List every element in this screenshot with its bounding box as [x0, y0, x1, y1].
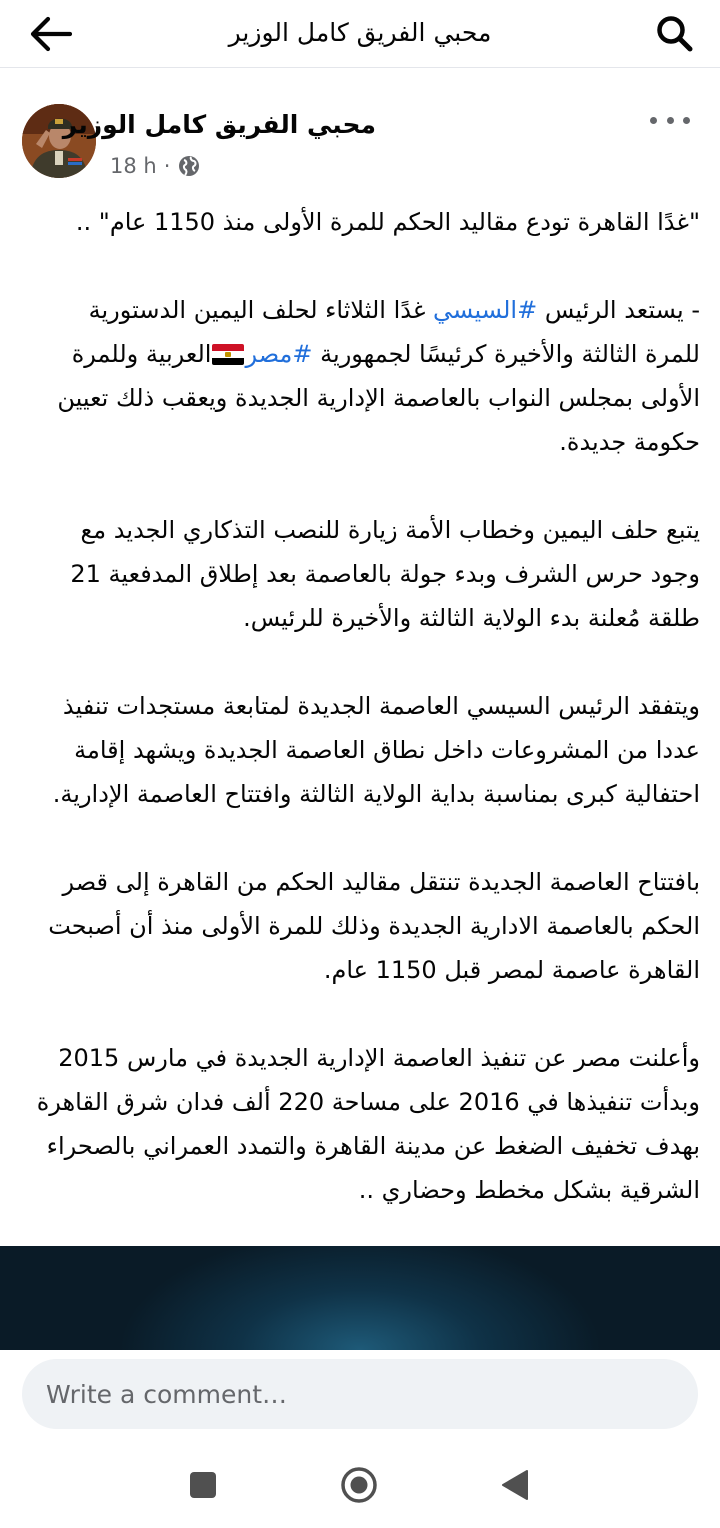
separator-dot: · [163, 154, 171, 178]
more-dot [683, 117, 690, 124]
post-paragraph: بافتتاح العاصمة الجديدة تنتقل مقاليد الحكم من القاهرة إلى قصر الحكم بالعاصمة الادارية الجديدة وذلك للمرة الأولى منذ أن أصبحت القاهرة عاصمة لمصر قبل 1150 عام. [48, 868, 700, 984]
text-segment: غدًا الثلاثاء لحلف اليمين الدستورية للمرة الثالثة والأخيرة كرئيسًا لجمهورية [88, 296, 700, 368]
post-paragraph: ويتفقد الرئيس السيسي العاصمة الجديدة لمتابعة مستجدات تنفيذ عددا من المشروعات داخل نطاق العاصمة الجديدة ويشهد إقامة احتفالية كبرى بمناسبة بداية الولاية الثالثة وافتتاح العاصمة الإدارية. [52, 692, 700, 808]
post-meta [110, 152, 200, 180]
home-button[interactable] [329, 1460, 389, 1510]
text-segment: - يستعد الرئيس [537, 296, 700, 324]
post-paragraph: وأعلنت مصر عن تنفيذ العاصمة الإدارية الجديدة في مارس 2015 وبدأت تنفيذها في 2016 على مساحة 220 ألف فدان شرق القاهرة بهدف تخفيف الضغط عن مدينة القاهرة والتمدد العمراني بالصحراء الشرقية بشكل مخطط وحضاري .. [36, 1044, 700, 1204]
triangle-back-icon [501, 1469, 529, 1501]
hashtag-link[interactable]: #مصر [245, 340, 313, 368]
recents-button[interactable] [173, 1460, 233, 1510]
hashtag-link[interactable]: #السيسي [433, 296, 538, 324]
arrow-left-icon [28, 16, 72, 52]
post-paragraph [34, 288, 700, 464]
top-bar [0, 0, 720, 68]
square-icon [189, 1471, 217, 1499]
text-segment: العربية وللمرة الأولى بمجلس النواب بالعاصمة الإدارية الجديدة ويعقب ذلك تعيين حكومة جديدة. [57, 340, 700, 456]
post-timestamp[interactable]: 18 h [110, 154, 157, 178]
post-options-button[interactable] [650, 110, 690, 130]
post-headline: "غدًا القاهرة تودع مقاليد الحكم للمرة الأولى منذ 1150 عام" .. [75, 208, 700, 236]
post-media-preview[interactable] [0, 1246, 720, 1350]
globe-icon [178, 155, 200, 177]
comment-input[interactable] [22, 1359, 698, 1429]
post-text [34, 200, 700, 1212]
post-author-name[interactable]: محبي الفريق كامل الوزير [62, 110, 376, 139]
post-paragraph: يتبع حلف اليمين وخطاب الأمة زيارة للنصب التذكاري الجديد مع وجود حرس الشرف وبدء جولة بالعاصمة بعد إطلاق المدفعية 21 طلقة مُعلنة بدء الولاية الثالثة والأخيرة للرئيس. [70, 516, 700, 632]
circle-icon [340, 1466, 378, 1504]
nav-back-button[interactable] [485, 1460, 545, 1510]
egypt-flag-icon [212, 344, 244, 365]
more-dot [667, 117, 674, 124]
more-dot [650, 117, 657, 124]
page-title: محبي الفريق كامل الوزير [228, 18, 492, 47]
back-button[interactable] [22, 12, 78, 56]
search-icon [655, 14, 695, 54]
search-button[interactable] [650, 10, 700, 58]
